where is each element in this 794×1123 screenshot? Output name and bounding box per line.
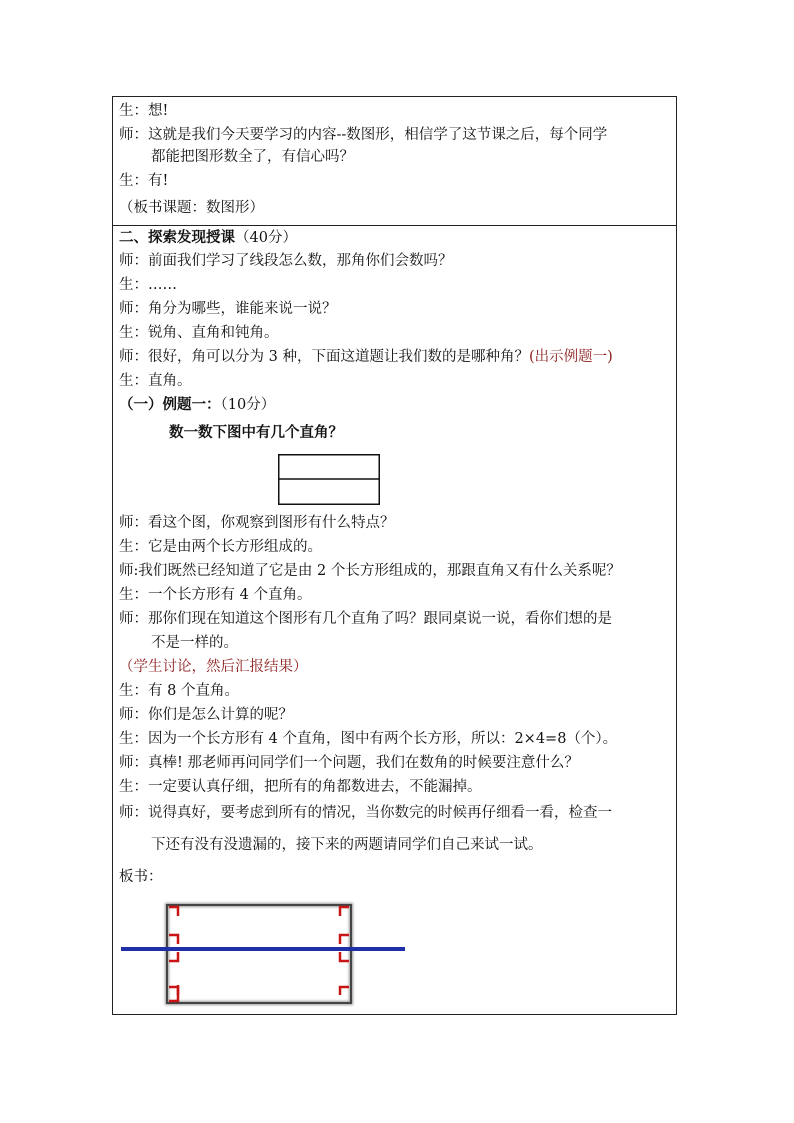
dialogue-line: 师：角分为哪些，谁能来说一说？ xyxy=(119,301,337,317)
dialogue-line: 生：想! xyxy=(119,103,169,119)
two-rectangles-figure xyxy=(278,454,380,505)
dialogue-line: 师：这就是我们今天要学习的内容--数图形，相信学了这节课之后，每个同学 xyxy=(119,127,608,143)
board-rectangle xyxy=(167,905,351,1003)
section-heading xyxy=(119,228,297,248)
dialogue-line: 师：你们是怎么计算的呢？ xyxy=(119,707,293,723)
dialogue-line: 生：锐角、直角和钝角。 xyxy=(119,325,279,341)
dialogue-line: 生：有! xyxy=(119,173,169,189)
red-annotation: (出示例题一) xyxy=(528,349,613,365)
board-label: 板书： xyxy=(119,869,163,885)
dialogue-line: 不是一样的。 xyxy=(151,635,238,651)
dialogue-text: 师：很好，角可以分为 3 种，下面这道题让我们数的是哪种角？ xyxy=(119,349,529,365)
dialogue-line: 师:我们既然已经知道了它是由 2 个长方形组成的，那跟直角又有什么关系呢？ xyxy=(119,563,621,579)
dialogue-line: 生：直角。 xyxy=(119,373,192,389)
dialogue-line: 生：它是由两个长方形组成的。 xyxy=(119,539,322,555)
dialogue-line: 师：看这个图，你观察到图形有什么特点？ xyxy=(119,515,395,531)
discussion-note: （学生讨论，然后汇报结果） xyxy=(119,659,308,675)
lesson-table xyxy=(112,96,677,1015)
example-question: 数一数下图中有几个直角？ xyxy=(169,424,343,441)
example-heading xyxy=(119,395,275,415)
dialogue-line: 都能把图形数全了，有信心吗？ xyxy=(151,149,354,165)
dialogue-line: 师：真棒! 那老师再问同学们一个问题，我们在数角的时候要注意什么？ xyxy=(119,755,579,771)
example-label: （一）例题一： xyxy=(119,396,221,413)
section-heading-title: 二、探索发现授课 xyxy=(119,229,235,246)
dialogue-line: 生：因为一个长方形有 4 个直角，图中有两个长方形，所以：2×4=8（个）。 xyxy=(119,731,618,747)
rectangle-shadow xyxy=(167,905,351,1003)
dialogue-line xyxy=(119,347,613,367)
dialogue-line: 师：说得真好，要考虑到所有的情况，当你数完的时候再仔细看一看，检查一 xyxy=(119,805,612,821)
dialogue-line: 生：有 8 个直角。 xyxy=(119,683,239,699)
dialogue-line: 师：前面我们学习了线段怎么数，那角你们会数吗？ xyxy=(119,253,453,269)
dialogue-line: 生：一定要认真仔细，把所有的角都数进去，不能漏掉。 xyxy=(119,779,482,795)
board-title-note: （板书课题：数图形） xyxy=(119,200,264,216)
dialogue-line: 下还有没有没遗漏的，接下来的两题请同学们自己来试一试。 xyxy=(151,837,543,853)
dialogue-line: 师：那你们现在知道这个图形有几个直角了吗？跟同桌说一说，看你们想的是 xyxy=(119,611,612,627)
dialogue-line: 生：一个长方形有 4 个直角。 xyxy=(119,587,312,603)
board-diagram xyxy=(119,897,409,1007)
dialogue-line: 生：…… xyxy=(119,277,177,293)
row-divider xyxy=(113,225,676,226)
right-angle-marks xyxy=(169,907,349,1001)
example-time: （10分） xyxy=(220,397,276,413)
section-heading-time: （40分） xyxy=(235,230,297,246)
